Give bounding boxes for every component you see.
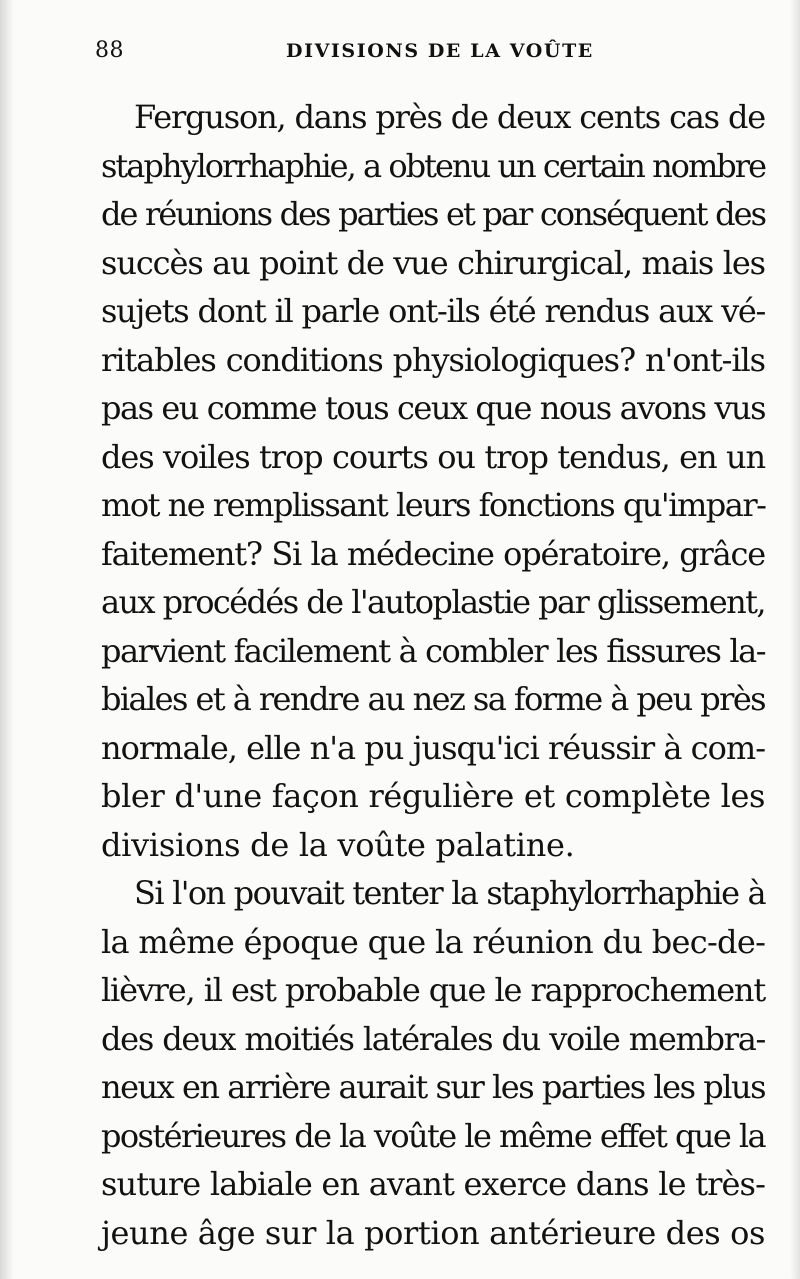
text-line: neux en arrière aurait sur les parties les plus <box>101 1068 765 1106</box>
text-line: mot ne remplissant leurs fonctions qu'impar- <box>101 486 766 524</box>
text-line: de réunions des parties et par conséquent des <box>101 195 765 233</box>
text-line: des voiles trop courts ou trop tendus, en un <box>101 437 765 476</box>
text-line: parvient facilement à combler les fissures la- <box>101 631 765 670</box>
text-line: des deux moitiés latérales du voile membra- <box>101 1019 765 1058</box>
text-line: la même époque que la réunion du bec-de- <box>101 922 766 961</box>
text-line: Ferguson, dans près de deux cents cas de <box>134 98 765 136</box>
text-line: sujets dont il parle ont-ils été rendus aux vé- <box>101 292 765 330</box>
page-edge-left <box>0 0 14 1279</box>
text-line: staphylorrhaphie, a obtenu un certain nombre <box>101 146 765 185</box>
page-edge-right <box>790 0 800 1279</box>
text-line: divisions de la voûte palatine. <box>101 825 575 864</box>
body-text <box>101 93 765 1257</box>
text-line: aux procédés de l'autoplastie par glissement, <box>101 583 765 621</box>
text-line: bler d'une façon régulière et complète les <box>101 777 765 815</box>
text-line: postérieures de la voûte le même effet que la <box>101 1116 765 1155</box>
text-line: succès au point de vue chirurgical, mais les <box>101 243 765 282</box>
text-line: ritables conditions physiologiques? n'ont-ils <box>101 340 765 379</box>
text-line: lièvre, il est probable que le rapprochement <box>101 971 765 1009</box>
text-line: Si l'on pouvait tenter la staphylorrhaphie à <box>134 874 765 912</box>
running-title: DIVISIONS DE LA VOÛTE <box>286 40 594 62</box>
running-head <box>95 38 775 72</box>
text-line: faitement? Si la médecine opératoire, grâce <box>101 534 765 573</box>
text-line: pas eu comme tous ceux que nous avons vus <box>101 389 765 427</box>
page-number: 88 <box>95 38 124 63</box>
text-line: suture labiale en avant exerce dans le très- <box>101 1165 765 1203</box>
text-line: jeune âge sur la portion antérieure des os <box>101 1213 765 1252</box>
text-line: biales et à rendre au nez sa forme à peu près <box>101 680 765 718</box>
text-line: normale, elle n'a pu jusqu'ici réussir à com- <box>101 728 765 767</box>
